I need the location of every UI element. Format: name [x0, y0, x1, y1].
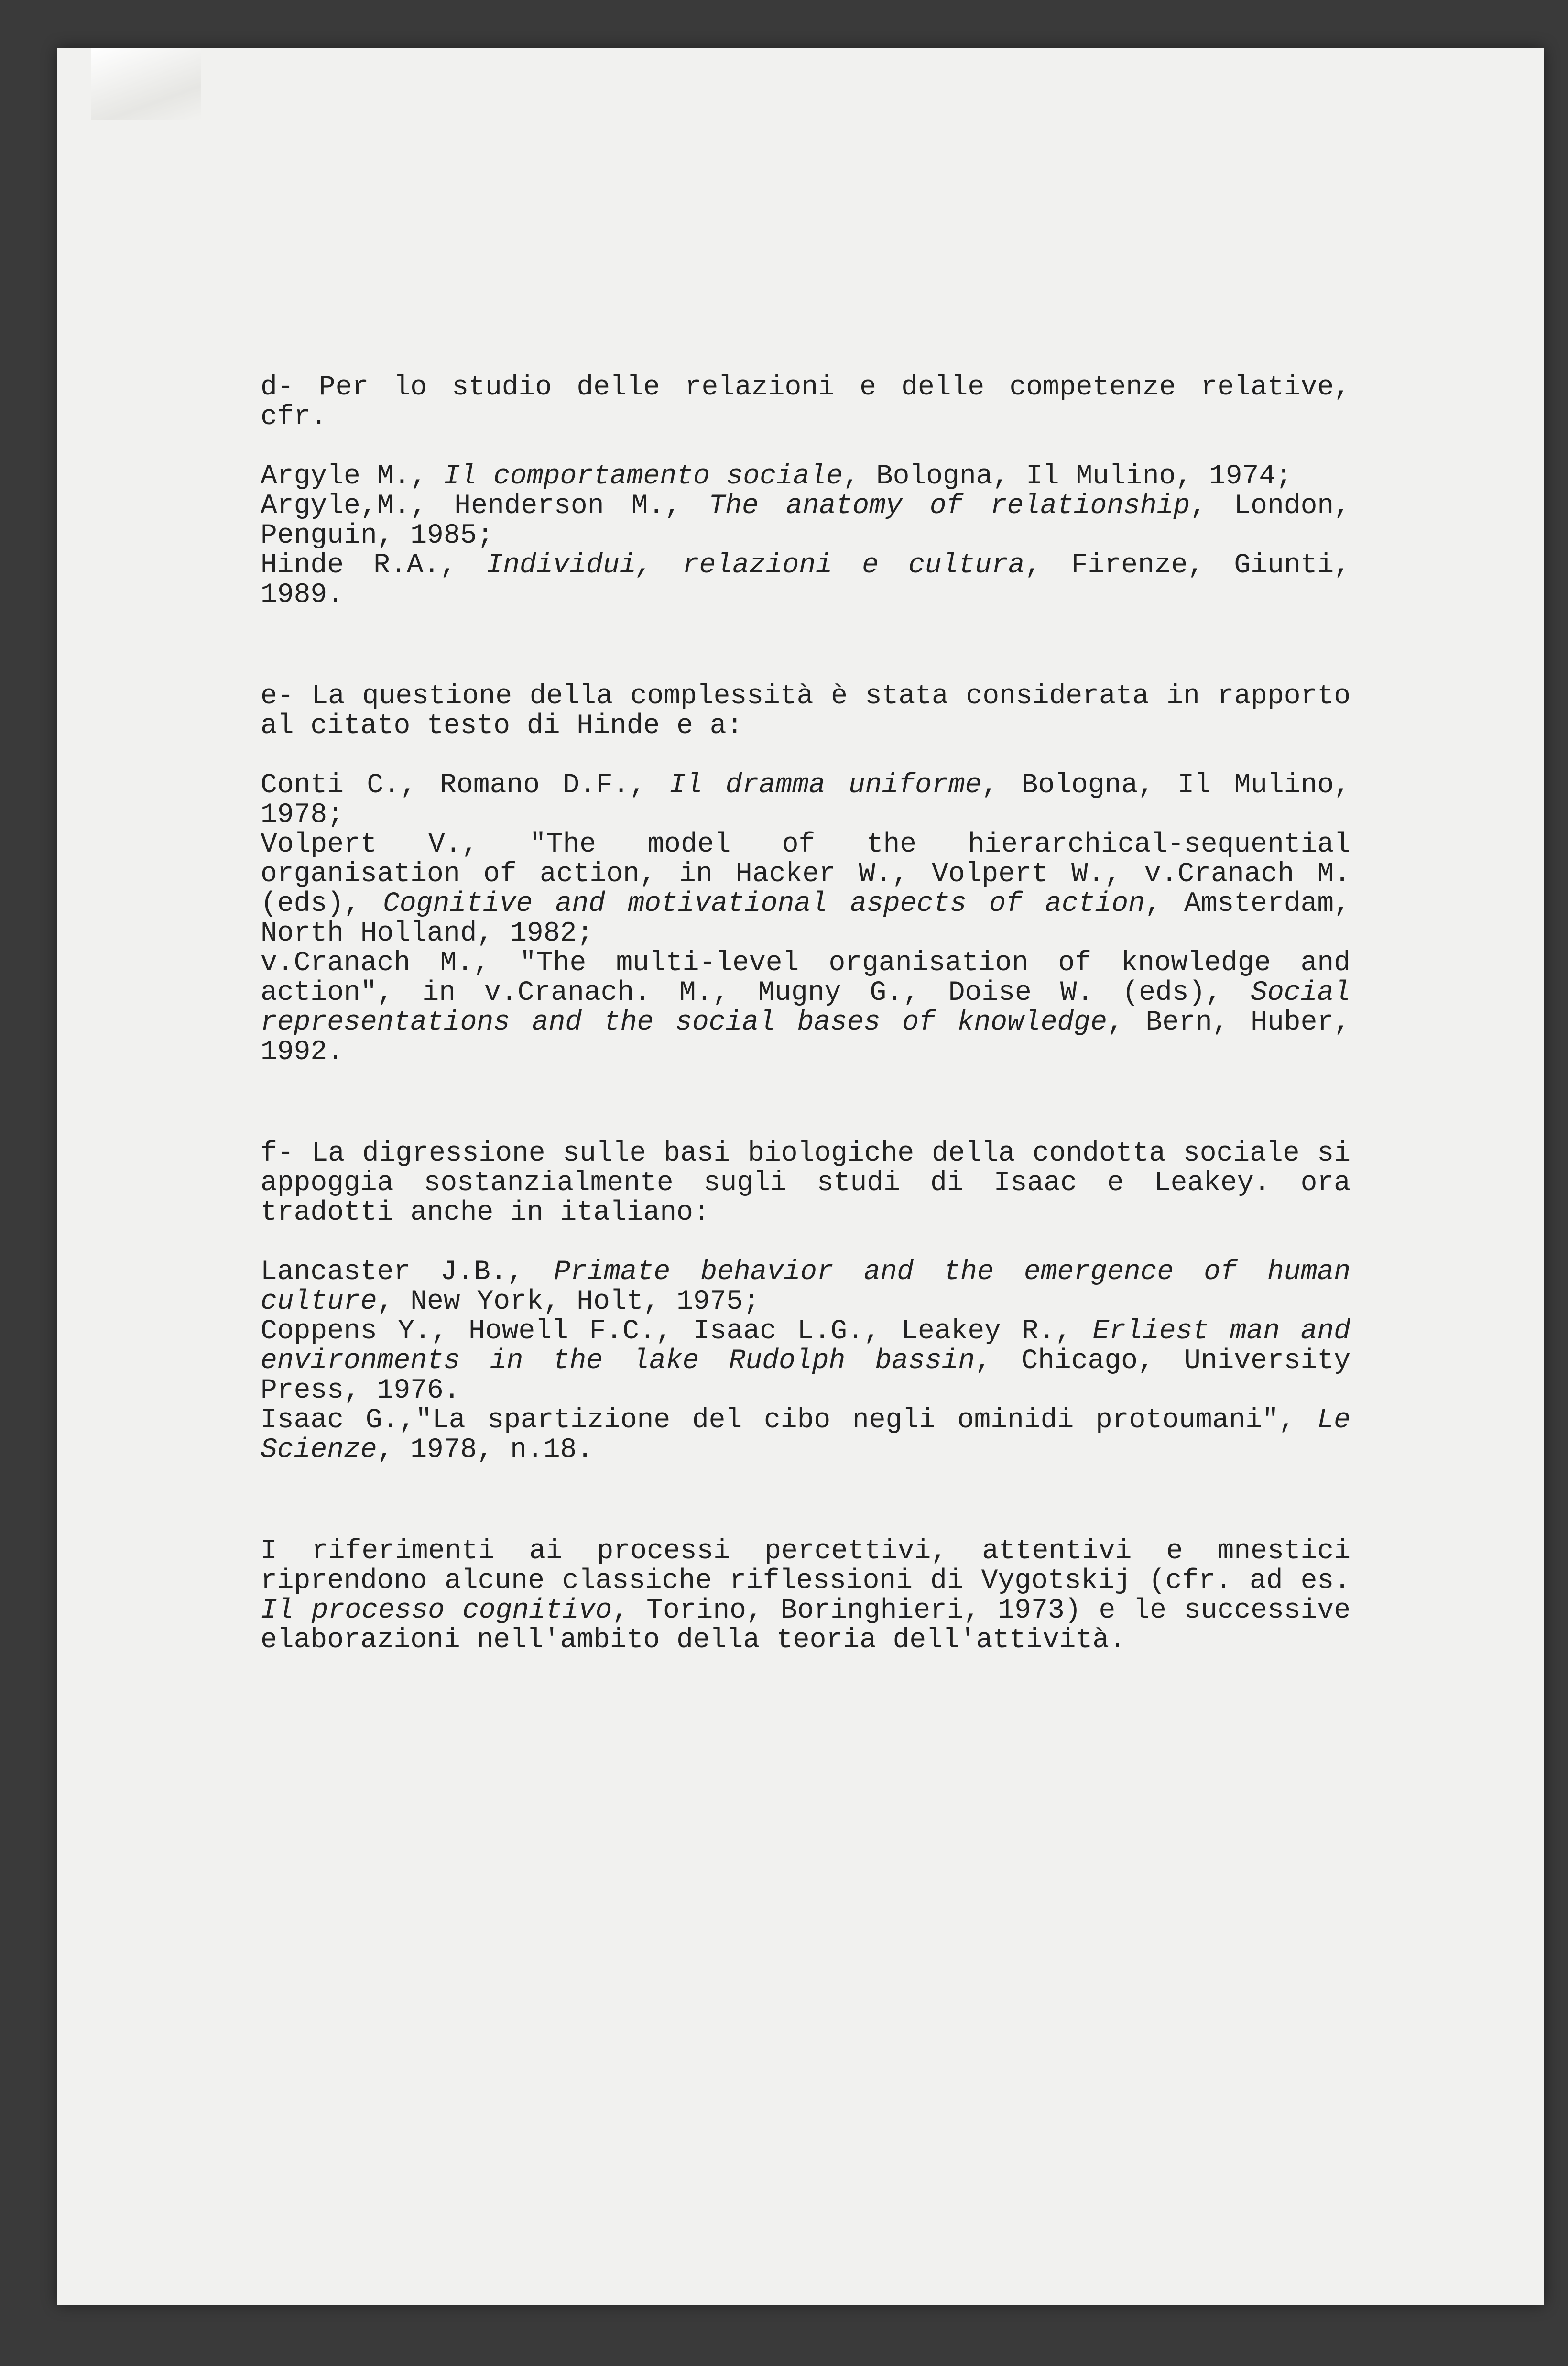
reference-item	[261, 830, 1350, 949]
reference-authors: Argyle,M., Henderson M.,	[261, 491, 709, 522]
reference-authors: Hinde R.A.,	[261, 550, 487, 581]
reference-title: Individui, relazioni e cultura	[486, 550, 1025, 581]
closing-paragraph	[261, 1537, 1350, 1655]
section-f	[261, 1139, 1350, 1465]
document-body	[261, 373, 1350, 1655]
reference-authors: Volpert V., "The model of the hierarchical-sequential organisation of action, in Hacker W., Volpert W., v.Cranach M. (eds),	[261, 829, 1350, 920]
closing-text-end: , Torino, Boringhieri, 1973) e le successive elaborazioni nell'ambito della teoria dell'attività.	[261, 1595, 1350, 1656]
section-intro: d- Per lo studio delle relazioni e delle competenze relative, cfr.	[261, 372, 1350, 433]
reference-authors: Argyle M.,	[261, 461, 444, 492]
reference-title: Il comportamento sociale	[443, 461, 843, 492]
reference-item	[261, 551, 1350, 610]
reference-publication: , 1978, n.18.	[377, 1435, 594, 1466]
reference-publication: , Bologna, Il Mulino, 1974;	[843, 461, 1292, 492]
reference-title: Primate behavior and the emergence of human culture	[261, 1257, 1350, 1317]
reference-publication: , Chicago, University Press, 1976.	[261, 1346, 1351, 1406]
reference-title: Le Scienze	[261, 1405, 1350, 1466]
reference-publication: , Firenze, Giunti, 1989.	[261, 550, 1351, 611]
reference-list	[261, 1258, 1350, 1465]
section-e	[261, 682, 1350, 1067]
closing-text: I riferimenti ai processi percettivi, attentivi e mnestici riprendono alcune classiche riflessioni di Vygotskij (cfr. ad es.	[261, 1536, 1350, 1597]
reference-title: Social representations and the social bases of knowledge	[261, 977, 1350, 1038]
reference-publication: , Amsterdam, North Holland, 1982;	[261, 888, 1351, 949]
reference-authors: v.Cranach M., "The multi-level organisation of knowledge and action", in v.Cranach. M., Mugny G., Doise W. (eds),	[261, 948, 1350, 1008]
reference-title: Cognitive and motivational aspects of action	[383, 888, 1145, 920]
reference-title: Il dramma uniforme	[669, 770, 982, 801]
reference-item	[261, 771, 1350, 830]
reference-authors: Isaac G.,"La spartizione del cibo negli ominidi protoumani",	[261, 1405, 1318, 1436]
reference-publication: , London, Penguin, 1985;	[261, 491, 1350, 551]
reference-authors: Lancaster J.B.,	[261, 1257, 554, 1288]
reference-item	[261, 462, 1350, 492]
section-intro: f- La digressione sulle basi biologiche della condotta sociale si appoggia sostanzialmente sugli studi di Isaac e Leakey. ora tradotti anche in italiano:	[261, 1138, 1350, 1228]
reference-title: Erliest man and environments in the lake Rudolph bassin	[261, 1316, 1351, 1377]
reference-item	[261, 1406, 1350, 1465]
reference-list	[261, 771, 1350, 1067]
reference-publication: , Bern, Huber, 1992.	[261, 1007, 1350, 1068]
reference-list	[261, 462, 1350, 610]
reference-publication: , New York, Holt, 1975;	[377, 1286, 760, 1317]
folded-corner	[91, 48, 201, 120]
reference-item	[261, 1317, 1350, 1406]
closing-title: Il processo cognitivo	[261, 1595, 612, 1626]
reference-publication: , Bologna, Il Mulino, 1978;	[261, 770, 1351, 831]
closing-section	[261, 1537, 1350, 1655]
reference-authors: Conti C., Romano D.F.,	[261, 770, 669, 801]
reference-item	[261, 949, 1350, 1067]
reference-item	[261, 492, 1350, 551]
section-d	[261, 373, 1350, 610]
reference-title: The anatomy of relationship	[708, 491, 1190, 522]
reference-authors: Coppens Y., Howell F.C., Isaac L.G., Leakey R.,	[261, 1316, 1093, 1347]
reference-item	[261, 1258, 1350, 1317]
section-intro: e- La questione della complessità è stata considerata in rapporto al citato testo di Hinde e a:	[261, 681, 1350, 742]
